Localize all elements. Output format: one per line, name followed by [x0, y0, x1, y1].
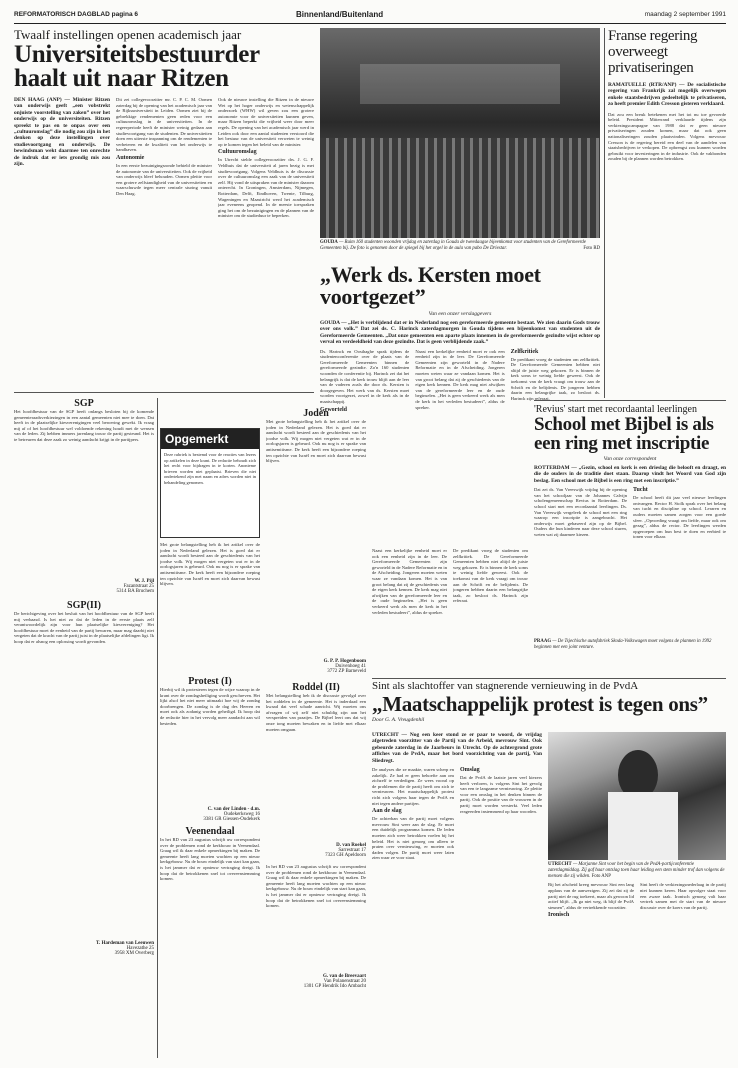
letter-joden-signature: G. P. P. Hogenboom: [323, 659, 366, 664]
frankrijk-body: Dat zou een breuk betekenen met het tot nu toe gevoerde beleid. President Mitterrand verklaarde tijdens zijn verkiezingscampagne van 1988 dat er geen nieuwe privatiseringen zouden komen, maar dat ook geen nationaliseringen zouden plaatsvinden. Volgens mevrouw Cresson is de regering bereid een deel van de aandelen van staatsbedrijven te verkopen. De opbrengst zou kunnen worden gebruikt voor investeringen in de industrie. Ook de vakbonden zouden bij de plannen worden betrokken.: [608, 111, 726, 162]
kersten-paragraph: Naast een kerkelijke eenheid moet er ook een eenheid zijn in de leer. De Gereformeerde Gemeenten zijn geworteld in de Nadere Reformatie en in de Afscheiding. Jongeren moeten weten waar ze vandaan komen. Het is van groot belang dat zij de geschiedenis van de eigen kerk kennen. De kerk mag niet afwijken van de gereformeerde leer en de oude beginselen. „Het is geen verkeerd werk als men de kerk in het verleden bestudeert”, aldus de spreker.: [415, 348, 505, 410]
pvda-photo: [548, 732, 726, 860]
bijbel-body: [534, 487, 726, 637]
photo-credit: Foto ANP: [591, 873, 611, 879]
kersten-headline: „Werk ds. Kersten moet voortgezet”: [320, 264, 541, 309]
bijbel-kicker: 'Revius' start met recordaantal leerlingen: [534, 404, 697, 415]
kersten-paragraph: Ds. Harinck en Oosthaghe sprak tijdens de studentenconferentie over de plaats van de Gereformeerde Gemeenten binnen de gereformeerde gezindte. Zo'n 160 studenten woonden de conferentie bij. Harinck zei dat het belangrijk is dat de kerk trouw blijft aan de leer van de vaderen zoals die door ds. Kersten is doorgegeven. Het werk van ds. Kersten moet worden voortgezet, zowel in de kerk als in de maatschappij.: [320, 348, 410, 404]
letter-title-sgp2: SGP(II): [67, 600, 101, 611]
pvda-paragraph: De achterban van de partij moet volgens mevrouw Sint weer aan de slag. Er moet een duidelijk programma komen. De leden moeten zich weer betrokken voelen bij het beleid. Het is niet genoeg om alleen te praten over vernieuwing, er moeten ook daden volgen. De partij moet weer laten zien waar ze voor staat.: [372, 816, 454, 861]
letter-veenendaal-address: Van Polanenstraat 20 1301 GP Hendrik Ido Ambacht: [303, 979, 366, 989]
letter-veenendaal-signature: G. van de Breevaart: [323, 974, 366, 979]
letter-veenendaal-continued: In het RD van 23 augustus schrijft uw correspondent over de problemen rond de kerkbouw in Veenendaal. Graag wil ik daar enkele opmerkingen bij maken. De gemeente heeft lang moeten wachten op een nieuw kerkgebouw. Nu de bouw eindelijk van start kan gaan, is het jammer dat er opnieuw vertraging dreigt. Ik hoop dat de betrokkenen snel tot overeenstemming komen.: [266, 864, 366, 909]
pvda-headline: „Maatschappelijk protest is tegen ons”: [372, 692, 708, 716]
ritzen-headline: Universiteitsbestuurder haalt uit naar Ritzen: [14, 41, 260, 92]
article-ritzen: [14, 28, 314, 388]
praag-caption: [534, 639, 726, 651]
header-rule: [14, 23, 726, 24]
kersten-paragraph: De predikant vroeg de studenten om zelfkritiek. De Gereformeerde Gemeenten hebben niet altijd de juiste weg gekozen. Er is binnen de kerk soms te weinig liefde geweest. Ook de toekomst van de kerk vraagt om trouw aan de Schrift en de belijdenis. De jongeren hebben daarin een belangrijke taak, zo besloot ds. Harinck zijn referaat.: [510, 356, 600, 401]
frankrijk-lead: RAMATUELLE (RTR/ANP) — De socialistische regering van Frankrijk zal mogelijk overwegen enkele staatsbedrijven gedeeltelijk te privatiseren, zo heeft premier Edith Cresson gisteren verklaard.: [608, 82, 726, 108]
letter-joden-body: Met grote belangstelling heb ik het artikel over de joden in Nederland gelezen. Het is goed dat er aandacht wordt besteed aan de geschiedenis van het joodse volk. Wij mogen niet vergeten wat er in de oorlogsjaren is gebeurd. Ook nu nog is er sprake van antisemitisme. De kerk heeft een bijzondere roeping ten opzichte van Israël en moet zich daarvan bewust blijven.: [266, 419, 366, 464]
caption-text: — Marjanne Sint voor het begin van de PvdA-partijconferentie zaterdagmiddag. Zij gaf haar ontslag toen haar leiding een stem minder trof dan volgens de mensen die zij wilden.: [548, 862, 725, 879]
ritzen-subhead: Cultuuromslag: [218, 149, 257, 156]
letter-sgp-address: Fazantstraat 25 5314 BA Bruchem: [116, 584, 154, 594]
gouda-photo: [320, 28, 600, 238]
letters-left: [14, 398, 154, 1058]
letter-continued-text: Met grote belangstelling heb ik het artikel over de joden in Nederland gelezen. Het is goed dat er aandacht wordt besteed aan de geschiedenis van het joodse volk. Wij mogen niet vergeten wat er in de oorlogsjaren is gebeurd. Ook nu nog is er sprake van antisemitisme. De kerk heeft een bijzondere roeping ten opzichte van Israël en moet zich daarvan bewust blijven.: [160, 542, 260, 587]
pvda-paragraph: De analyses die ze maakte, waren scherp en zakelijk. Ze had er geen behoefte aan om zichzelf te verdedigen. Ze wees vooral op de problemen die de partij heeft om zich te vernieuwen. Het maatschappelijk protest richt zich volgens haar tegen de PvdA en niet tegen andere partijen.: [372, 767, 454, 806]
pvda-left-col: [372, 732, 542, 1007]
opgemerkt-box: [160, 428, 260, 538]
ritzen-lead: DEN HAAG (ANP) — Minister Ritzen van onderwijs geeft „een vobstrekt onjuiste voorstelling van zaken” over het onderwijs op de universiteiten. Ritzen spreekt te pas en te onpas over een „cultuuromslag” die nodig zou zijn in het denken op deze instellingen over studievoortgang en onderwijs. De bewindsman wekt daarmee ten onrechte de indruk dat er iets grondig mis zou zijn.: [14, 97, 110, 168]
paper-name: REFORMATORISCH DAGBLAD pagina 6: [14, 11, 138, 18]
letter-protest-address: Oudekerksweg 16 3381 GR Giessen-Oudekerk: [203, 812, 260, 822]
pvda-subhead: Omslag: [460, 767, 480, 774]
ritzen-paragraph: Ook de nieuwe instelling die Ritzen in de nieuwe Wet op het hoger onderwijs en wetenschappelijk onderzoek (WHW) wil geven zou een grotere autonomie voor de universiteiten kunnen geven, maar Ritzen beperkt die vrijheid weer door meer regels. De opening van het academisch jaar werd in Leiden ook door een aantal studenten verstoord die het bestuur van de universiteit verweten te weinig op te komen tegen het beleid van de minister.: [218, 97, 314, 147]
caption-place: PRAAG: [534, 639, 552, 645]
letter-title-sgp: SGP: [74, 398, 94, 409]
photo-credit: Foto RD: [583, 245, 600, 251]
gouda-photo-block: [320, 28, 600, 260]
letter-joden-address: Duivenhoeg 41 3772 ZP Barneveld: [327, 664, 366, 674]
letter-sgp2-body: De berichtgeving over het besluit van het hoofdbestuur van de SGP heeft mij verbaasd. Is het niet zo dat de leden in de eerste plaats zelf verantwoordelijk zijn voor hun plaatselijke kiesvereniging? Het hoofdbestuur moet de eenheid van de partij bewaren, maar mag daarbij niet vergeten dat de kracht van de partij juist in de plaatselijke afdelingen ligt. Ik hoop dat er alsnog een oplossing wordt gevonden.: [14, 611, 154, 644]
gouda-caption: [320, 240, 600, 252]
caption-text: — De Tsjechische autofabriek Skoda-Volkswagen moet volgens de plannen in 1992 beginnen met een joint venture.: [534, 639, 712, 651]
pvda-paragraph: Sint heeft de verkiezingsnederlaag in de partij niet kunnen keren. Haar opvolger staat voor een zware taak. Ironisch genoeg valt haar vertrek samen met de start van de nieuwe discussie over de koers van de partij.: [640, 882, 726, 910]
issue-date: maandag 2 september 1991: [644, 11, 726, 18]
letter-title-roddel: Roddel (II): [292, 682, 340, 693]
pvda-photo-block: [548, 732, 726, 1012]
caption-place: GOUDA: [320, 240, 338, 245]
letter-sgp2-signature: T. Hardeman van Leeuwen: [96, 941, 154, 946]
letter-title-protest: Protest (I): [188, 676, 232, 687]
caption-place: UTRECHT: [548, 862, 572, 867]
ritzen-paragraph: Dit zei collegevoorzitter mr. C. P. C. M. Oomen zaterdag bij de opening van het academisch jaar van de Rijksuniversiteit in Leiden. Oomen ziet bij de gebrekkige rendementen geen reden voor een cultuuromslag in de universiteiten. In de regeerperiode heeft de minister weinig gedaan aan studievoortgang van de studenten. De universiteiten doen een uiterste inspanning om de rendementen te verbeteren en de kwaliteit van het onderwijs te handhaven.: [116, 97, 212, 153]
kersten-paragraph: Naast een kerkelijke eenheid moet er ook een eenheid zijn in de leer. De Gereformeerde Gemeenten zijn geworteld in de Nadere Reformatie en in de Afscheiding. Jongeren moeten weten waar ze vandaan komen. Het is van groot belang dat zij de geschiedenis van de eigen kerk kennen. De kerk mag niet afwijken van de gereformeerde leer en de oude beginselen. „Het is geen verkeerd werk als men de kerk in het verleden bestudeert”, aldus de spreker.: [372, 548, 447, 615]
letters-mid2: [266, 408, 366, 1058]
letter-protest-body: Hierbij wil ik protesteren tegen de wijze waarop in de krant over de zondagsheiliging wordt geschreven. Het lijkt alsof het niet meer uitmaakt hoe wij de zondag doorbrengen. De zondag is de dag des Heeren en moet ook als zodanig worden geheiligd. Ik hoop dat de redactie hier in het vervolg meer aandacht aan wil besteden.: [160, 687, 260, 726]
pvda-byline: Door G. A. Vreugdenhil: [372, 717, 425, 723]
opgemerkt-title: Opgemerkt: [161, 429, 259, 449]
bijbel-paragraph: Dat zei ds. Van Vreeswijk vrijdag bij de opening van het schooljaar van de Johannes Calvijn scholengemeenschap Revius in Rotterdam. De school start met een recordaantal leerlingen. Ds. Van Vreeswijk vergeleek de school met een ring waarop een inscriptie is aangebracht. Het onderwijs moet gebaseerd zijn op de Bijbel. Ouders die hun kinderen naar deze school sturen, weten wat zij daarmee kiezen.: [534, 487, 627, 537]
running-header: [14, 10, 726, 22]
pvda-caption: [548, 862, 726, 879]
pvda-body-right: [548, 882, 726, 1012]
newspaper-page: [14, 8, 726, 1060]
column-divider: [604, 28, 605, 398]
article-frankrijk: [608, 28, 726, 408]
bijbel-lead: ROTTERDAM — „Gezin, school en kerk is een drieslag die belooft en draagt, en die de ouders in de traditie doet staan. Daarop vindt het Woord van God zijn beslag. Een school met de Bijbel is een ring met een inscriptie.”: [534, 465, 726, 484]
ritzen-paragraph: In Utrecht stelde collegevoorzitter drs. J. G. F. Veldhuis dat de universiteit al jaren bezig is met studievoortgang. Volgens Veldhuis is de discussie over de cultuuromslag een zaak van de universiteit zelf. Hij vond de uitspraken van de minister daarom onterecht. In Groningen, Amsterdam, Nijmegen, Rotterdam, Delft, Eindhoven, Twente, Tilburg, Wageningen en Maastricht werd het academisch jaar eveneens geopend. In de meeste toespraken ging het om de bezuinigingen en de plannen van de minister om de studieduur te beperken.: [218, 157, 314, 219]
letter-sgp-body: Het hoofdbestuur van de SGP heeft onlangs besloten bij de komende gemeenteraadsverkiezingen in een aantal gemeenten niet mee te doen. Dat heeft in de plaatselijke kiesverenigingen veel beroering gewekt. Ik vraag mij af of het hoofdbestuur wel voldoende rekening houdt met de wensen van de leden. Zij hebben immers jarenlang trouw de partij gesteund. Het is te betreuren dat deze zaak zo weinig aandacht krijgt in de partijpers.: [14, 409, 154, 442]
letter-sgp2-address: Havezathe 25 3958 XM Overberg: [114, 946, 154, 956]
pvda-body: [372, 767, 542, 1007]
bijbel-headline: School met Bijbel is als een ring met inscriptie: [534, 414, 714, 454]
letter-title-joden: Joden: [303, 408, 329, 419]
pvda-paragraph: Bij het afscheid kreeg mevrouw Sint een lang applaus van de aanwezigen. Zij zei dat zij de partij niet de rug toekeert, maar als gewoon lid actief blijft. „Ik ga niet weg, ik blijf de PvdA steunen”, aldus de vertrekkende voorzitter.: [548, 882, 634, 910]
letter-roddel-address: Sarrestraat 17 7323 GH Apeldoorn: [325, 848, 366, 858]
kersten-lead: GOUDA — „Het is verblijdend dat er in Nederland nog een gereformeerde gemeente bestaat. We zien daarin Gods trouw over ons volk.” Dat zei ds. C. Harinck zaterdagmorgen in Gouda tijdens een bijeenkomst van studenten uit de Gereformeerde Gemeenten. „Dat onze gemeenten een aparte plaats innemen in de gereformeerde gezindte wijst echter op verval en verdeeldheid van deze gezindte. Dat is geen verblijdende zaak.”: [320, 320, 600, 346]
pvda-rule: [372, 678, 726, 679]
letter-protest-signature: C. van der Linden - d.m.: [207, 807, 260, 812]
kersten-subhead: Zelfkritiek: [510, 348, 539, 355]
frankrijk-headline: Franse regering overweegt privatiseringen: [608, 28, 698, 76]
column-divider: [157, 398, 158, 1058]
section-divider: [534, 400, 726, 401]
opgemerkt-text: Deze rubriek is bestemd voor de reacties van lezers op artikelen in deze krant. De redactie behoudt zich het recht voor bijdragen in te korten. Anonieme brieven worden niet geplaatst. Brieven die niet ondertekend zijn met naam en adres worden niet in behandeling genomen.: [164, 452, 256, 485]
section-divider: [14, 392, 314, 393]
pvda-paragraph: Dat de PvdA de laatste jaren veel kiezers heeft verloren, is volgens Sint het gevolg van een te langzame vernieuwing. Ze pleitte voor een omslag in het denken binnen de partij. Ook de positie van de vrouwen in de partij moet worden versterkt. Veel leden reageerden instemmend op haar woorden.: [460, 775, 542, 814]
letter-roddel-signature: D. van Roekel: [336, 843, 366, 848]
bijbel-subhead: Tucht: [633, 487, 648, 494]
bijbel-byline: Van onze correspondent: [603, 456, 657, 462]
kersten-byline: Van een onzer verslaggevers: [428, 311, 492, 317]
article-bijbel: [534, 404, 726, 674]
kersten-continuation: [372, 548, 528, 674]
bijbel-paragraph: De school heeft dit jaar veel nieuwe leerlingen ontvangen. Rector H. Stolk sprak over het belang van tucht en discipline op school. Leraren en ouders moeten samen zorgen voor een goede sfeer. „Opvoeding vraagt om liefde, maar ook om gezag”, aldus de rector. De leerlingen werden opgeroepen om hun best te doen en eerbied te tonen voor elkaar.: [633, 495, 726, 540]
letter-sgp-signature: W. J. Pijl: [134, 579, 154, 584]
letter-title-veenendaal: Veenendaal: [185, 826, 235, 837]
pvda-lead: UTRECHT — Nog een keer stond ze er paar te woord, de vrijdag afgetreden voorzitter van de Partij van de Arbeid, mevrouw Sint. Ook gebeurde zaterdag in de Jaarbeurs in Utrecht. Op de achtergrond grote affiches van de PvdA, maar het bord voorzichting van de partij, Van Sliedregt.: [372, 732, 542, 764]
kersten-paragraph: De predikant vroeg de studenten om zelfkritiek. De Gereformeerde Gemeenten hebben niet altijd de juiste weg gekozen. Er is binnen de kerk soms te weinig liefde geweest. Ook de toekomst van de kerk vraagt om trouw aan de Schrift en de belijdenis. De jongeren hebben daarin een belangrijke taak, zo besloot ds. Harinck zijn referaat.: [453, 548, 528, 604]
letter-roddel-body: Met belangstelling heb ik de discussie gevolgd over het roddelen in de gemeente. Het is inderdaad een kwaad dat veel schade aanricht. Wij moeten ons afvragen of wij zelf niet schuldig zijn aan het verspreiden van praatjes. De Bijbel leert ons dat wij onze tong moeten bewaken en in liefde met elkaar moeten omgaan.: [266, 693, 366, 732]
ritzen-paragraph: In een eerste bezuinigingsronde behield de minister de autonomie van de universiteiten. Ook de vrijheid van onderwijs bleef behouden. Oomen pleitte voor een grotere zelfstandigheid van de universiteiten en waarschuwde tegen meer centrale sturing vanuit Den Haag.: [116, 162, 212, 196]
ritzen-subhead: Autonomie: [116, 154, 145, 161]
article-pvda: [372, 678, 726, 1058]
caption-text: — Ruim 160 studenten woonden vrijdag en zaterdag in Gouda de tweedaagse bijeenkomst voor studenten van de Gereformeerde Gemeenten bij. De foto is genomen door de spiegel bij het orgel in de aula van pabo De Driestar.: [320, 240, 586, 251]
pvda-subhead: Aan de slag: [372, 808, 402, 815]
kersten-subhead: Geworteld: [320, 406, 347, 413]
letter-veenendaal-body: In het RD van 23 augustus schrijft uw correspondent over de problemen rond de kerkbouw in Veenendaal. Graag wil ik daar enkele opmerkingen bij maken. De gemeente heeft lang moeten wachten op een nieuw kerkgebouw. Nu de bouw eindelijk van start kan gaan, is het jammer dat er opnieuw vertraging dreigt. Ik hoop dat de betrokkenen snel tot overeenstemming komen.: [160, 837, 260, 882]
pvda-kicker: Sint als slachtoffer van stagnerende vernieuwing in de PvdA: [372, 680, 639, 692]
ritzen-body: [14, 97, 314, 380]
ritzen-kicker: Twaalf instellingen openen academisch jaar: [14, 28, 242, 42]
section-title: Binnenland/Buitenland: [296, 10, 384, 19]
letters-mid1: [160, 542, 260, 1058]
pvda-subhead: Ironisch: [548, 912, 570, 919]
